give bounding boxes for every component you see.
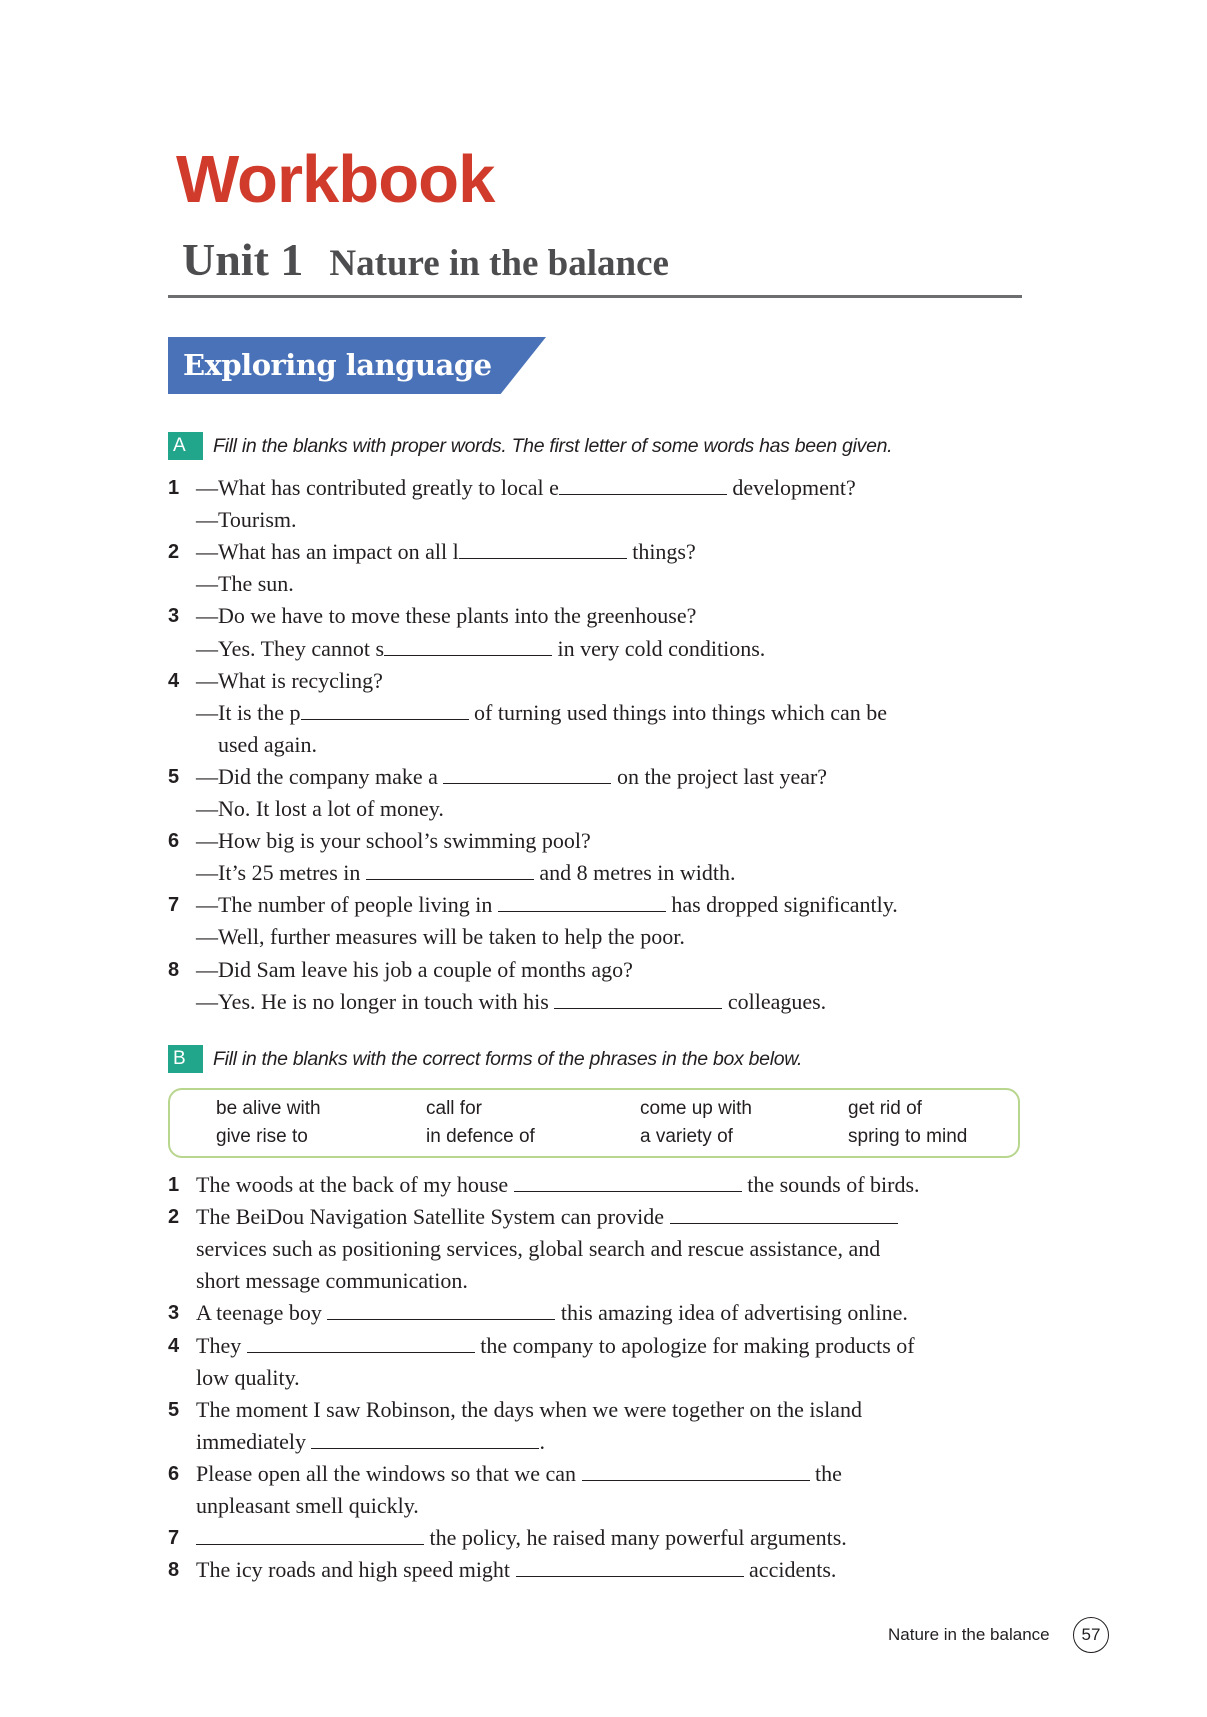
item-text: —The sun. — [196, 571, 294, 597]
item-line — [196, 793, 444, 825]
item-number: 2 — [168, 1206, 180, 1229]
item-text: —Yes. They cannot s — [196, 635, 385, 661]
answer-blank[interactable] — [459, 536, 627, 559]
item-text: The moment I saw Robinson, the days when we were together on the island — [196, 1396, 862, 1422]
item-text: —Tourism. — [196, 507, 297, 533]
item-text: in very cold conditions. — [552, 635, 766, 661]
answer-blank[interactable] — [443, 761, 611, 784]
item-line — [196, 825, 591, 857]
answer-blank[interactable] — [559, 472, 727, 495]
answer-blank[interactable] — [327, 1297, 555, 1320]
item-text: Please open all the windows so that we can — [196, 1460, 582, 1486]
item-line — [196, 633, 765, 665]
answer-blank[interactable] — [196, 1522, 424, 1545]
item-text: —What has an impact on all l — [196, 539, 459, 565]
item-line — [196, 472, 856, 504]
workbook-title: Workbook — [176, 142, 495, 217]
item-line — [196, 665, 383, 697]
item-text: accidents. — [743, 1557, 837, 1583]
item-text: development? — [726, 475, 856, 500]
phrase-option: get rid of — [848, 1098, 922, 1119]
item-line — [196, 986, 826, 1018]
running-footer-title: Nature in the balance — [888, 1625, 1050, 1644]
item-text: —Yes. He is no longer in touch with his — [196, 988, 555, 1014]
item-line — [196, 1522, 847, 1554]
phrase-option: a variety of — [640, 1126, 733, 1147]
item-number: 7 — [168, 894, 180, 917]
item-text: on the project last year? — [611, 763, 828, 789]
answer-blank[interactable] — [554, 986, 722, 1009]
item-line — [196, 1426, 545, 1458]
item-line — [196, 504, 297, 536]
item-line — [196, 1554, 836, 1586]
item-line — [196, 568, 294, 600]
item-line — [196, 1169, 920, 1201]
unit-name: Nature in the balance — [329, 243, 669, 284]
item-number: 4 — [168, 1334, 180, 1357]
item-text: . — [539, 1428, 545, 1454]
item-number: 8 — [168, 958, 180, 981]
exercise-a-badge: A — [168, 432, 203, 460]
item-line — [196, 536, 696, 568]
item-text: the policy, he raised many powerful arguments. — [424, 1525, 847, 1551]
item-number: 7 — [168, 1527, 180, 1550]
item-line — [196, 1330, 915, 1362]
item-text: has dropped significantly. — [665, 892, 898, 918]
item-number: 6 — [168, 1462, 180, 1485]
item-text: A teenage boy — [196, 1300, 328, 1326]
phrase-option: be alive with — [216, 1098, 321, 1119]
item-line — [196, 921, 685, 953]
item-text: —Did Sam leave his job a couple of months ago? — [196, 956, 633, 982]
item-number: 8 — [168, 1559, 180, 1582]
item-line — [196, 761, 827, 793]
item-number: 2 — [168, 541, 180, 564]
item-text: —It’s 25 metres in — [196, 860, 366, 886]
item-line — [196, 857, 736, 889]
item-line — [196, 729, 317, 761]
item-number: 1 — [168, 1174, 180, 1196]
item-text: —No. It lost a lot of money. — [196, 796, 444, 821]
exercise-b-badge: B — [168, 1045, 203, 1073]
answer-blank[interactable] — [498, 889, 666, 912]
answer-blank[interactable] — [514, 1169, 742, 1192]
answer-blank[interactable] — [301, 697, 469, 720]
answer-blank[interactable] — [516, 1554, 744, 1577]
item-number: 3 — [168, 605, 180, 628]
answer-blank[interactable] — [670, 1201, 898, 1224]
phrase-option: give rise to — [216, 1126, 308, 1147]
item-text: unpleasant smell quickly. — [196, 1493, 419, 1518]
phrase-option: in defence of — [426, 1126, 535, 1147]
item-line — [196, 954, 633, 986]
item-text: They — [196, 1332, 247, 1358]
item-text: —Well, further measures will be taken to help the poor. — [196, 924, 685, 950]
item-text: this amazing idea of advertising online. — [555, 1300, 908, 1326]
item-number: 4 — [168, 669, 180, 692]
item-text: the sounds of birds. — [741, 1172, 920, 1197]
item-line — [196, 1458, 842, 1490]
item-text: The woods at the back of my house — [196, 1172, 514, 1197]
item-text: —It is the p — [196, 699, 301, 725]
item-number: 6 — [168, 830, 180, 853]
item-text: used again. — [218, 731, 317, 757]
item-line — [196, 697, 887, 729]
item-line — [196, 1297, 908, 1329]
item-line — [196, 1201, 898, 1233]
item-line — [196, 1233, 880, 1265]
item-text: the company to apologize for making products of — [474, 1332, 915, 1358]
item-text: The BeiDou Navigation Satellite System can provide — [196, 1204, 670, 1230]
exercise-a-instruction: Fill in the blanks with proper words. The first letter of some words has been given. — [213, 435, 893, 457]
item-number: 1 — [168, 477, 180, 499]
item-number: 5 — [168, 765, 180, 788]
answer-blank[interactable] — [247, 1330, 475, 1353]
item-text: —Did the company make a — [196, 763, 444, 789]
unit-number: Unit 1 — [182, 234, 304, 285]
answer-blank[interactable] — [384, 633, 552, 656]
item-text: —What is recycling? — [196, 667, 383, 693]
item-text: of turning used things into things which can be — [468, 699, 888, 725]
item-text: and 8 metres in width. — [533, 860, 736, 886]
exercise-b-instruction: Fill in the blanks with the correct forms of the phrases in the box below. — [213, 1048, 803, 1070]
phrase-option: spring to mind — [848, 1126, 968, 1147]
heading-divider — [168, 295, 1022, 298]
item-text: services such as positioning services, global search and rescue assistance, and — [196, 1236, 881, 1262]
unit-heading — [182, 230, 669, 301]
item-text: colleagues. — [722, 988, 827, 1014]
item-number: 3 — [168, 1302, 180, 1325]
item-text: things? — [626, 539, 696, 565]
item-line — [196, 1362, 300, 1394]
item-text: short message communication. — [196, 1268, 468, 1294]
item-line — [196, 1490, 419, 1522]
item-line — [196, 600, 696, 632]
item-text: The icy roads and high speed might — [196, 1557, 516, 1583]
answer-blank[interactable] — [311, 1426, 539, 1449]
item-text: —The number of people living in — [196, 892, 498, 918]
item-text: —How big is your school’s swimming pool? — [196, 828, 591, 854]
item-line — [196, 1265, 468, 1297]
item-line — [196, 889, 898, 921]
phrase-option: call for — [426, 1098, 482, 1119]
section-banner-title: Exploring language — [183, 348, 492, 382]
item-text: —Do we have to move these plants into the greenhouse? — [196, 603, 697, 629]
item-text: —What has contributed greatly to local e — [196, 475, 559, 500]
phrase-option: come up with — [640, 1098, 752, 1119]
item-text: low quality. — [196, 1364, 300, 1390]
item-text: immediately — [196, 1428, 312, 1454]
item-line — [196, 1394, 862, 1426]
page-number: 57 — [1073, 1617, 1109, 1653]
answer-blank[interactable] — [582, 1458, 810, 1481]
answer-blank[interactable] — [366, 857, 534, 880]
item-number: 5 — [168, 1398, 180, 1421]
item-text: the — [809, 1460, 842, 1486]
